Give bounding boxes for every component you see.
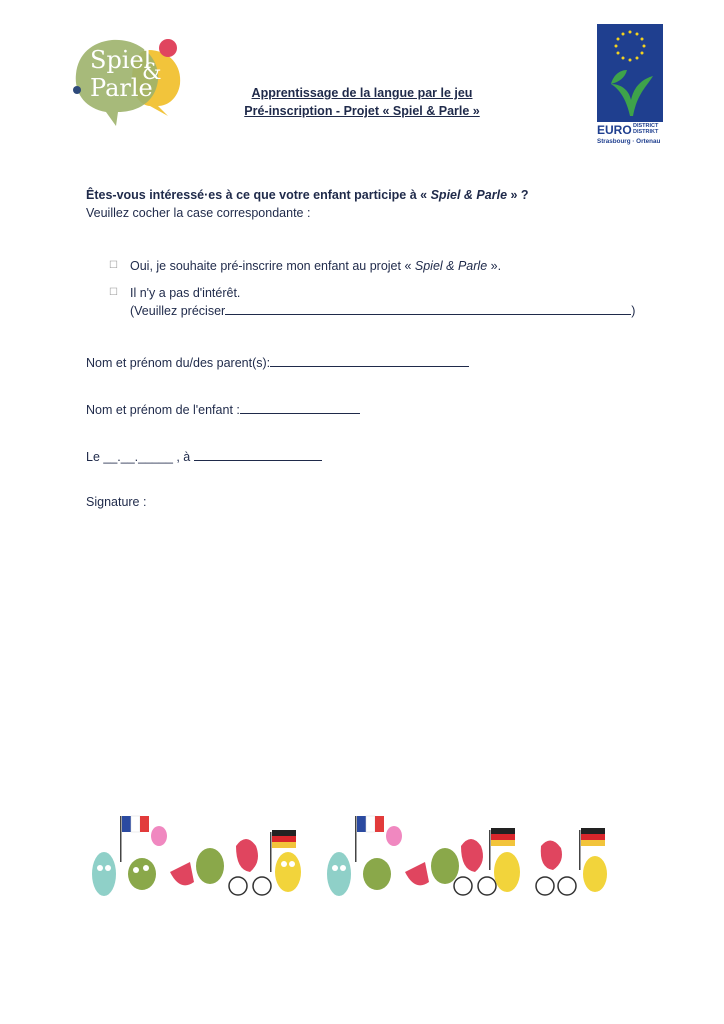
option-no-label: Il n'y a pas d'intérêt. <box>130 286 241 300</box>
place-input-line[interactable] <box>194 449 322 461</box>
question-prefix: Êtes-vous intéressé·es à ce que votre enfant participe à « <box>86 188 431 202</box>
question-suffix: » ? <box>507 188 529 202</box>
document-title-line1: Apprentissage de la langue par le jeu <box>251 86 473 100</box>
logo-word-parle: Parle <box>90 74 153 102</box>
parents-label: Nom et prénom du/des parent(s): <box>86 356 271 370</box>
precision-close: ) <box>631 304 636 318</box>
option-no-precision <box>130 303 635 318</box>
question-heading <box>86 188 529 202</box>
child-field <box>86 402 360 417</box>
child-label: Nom et prénom de l'enfant : <box>86 403 240 417</box>
distrikt-word: DISTRIKT <box>633 129 659 135</box>
precision-label: (Veuillez préciser <box>130 304 226 318</box>
monster-illustration-band <box>86 812 636 902</box>
option-yes-label <box>130 259 501 273</box>
option-yes-suffix: ». <box>487 259 502 273</box>
eurodistrict-logo <box>597 24 663 148</box>
region-text: Strasbourg · Ortenau <box>597 138 661 145</box>
monster-group-left <box>92 816 301 896</box>
checkbox-no[interactable]: ☐ <box>109 287 118 298</box>
precision-line[interactable] <box>225 303 631 315</box>
eu-flag-panel <box>597 24 663 122</box>
monster-group-right <box>327 816 607 896</box>
question-instruction: Veuillez cocher la case correspondante : <box>86 206 311 220</box>
date-field <box>86 449 322 464</box>
checkbox-yes[interactable]: ☐ <box>109 260 118 271</box>
spiel-parle-logo <box>70 36 190 128</box>
option-yes-prefix: Oui, je souhaite pré-inscrire mon enfant au projet « <box>130 259 415 273</box>
euro-word: EURO <box>597 123 632 137</box>
question-project: Spiel & Parle <box>430 188 508 202</box>
parents-field <box>86 355 469 370</box>
parents-input-line[interactable] <box>270 355 469 367</box>
document-title-line2: Pré-inscription - Projet « Spiel & Parle » <box>244 104 480 118</box>
option-yes-project: Spiel & Parle <box>414 259 488 273</box>
signature-label: Signature : <box>86 495 147 509</box>
child-input-line[interactable] <box>240 402 360 414</box>
date-label: Le __.__._____ , à <box>86 450 194 464</box>
district-word: DISTRICT <box>633 123 659 129</box>
logo-word-spiel: Spiel <box>90 46 152 74</box>
logo-ampersand: & <box>142 60 162 85</box>
